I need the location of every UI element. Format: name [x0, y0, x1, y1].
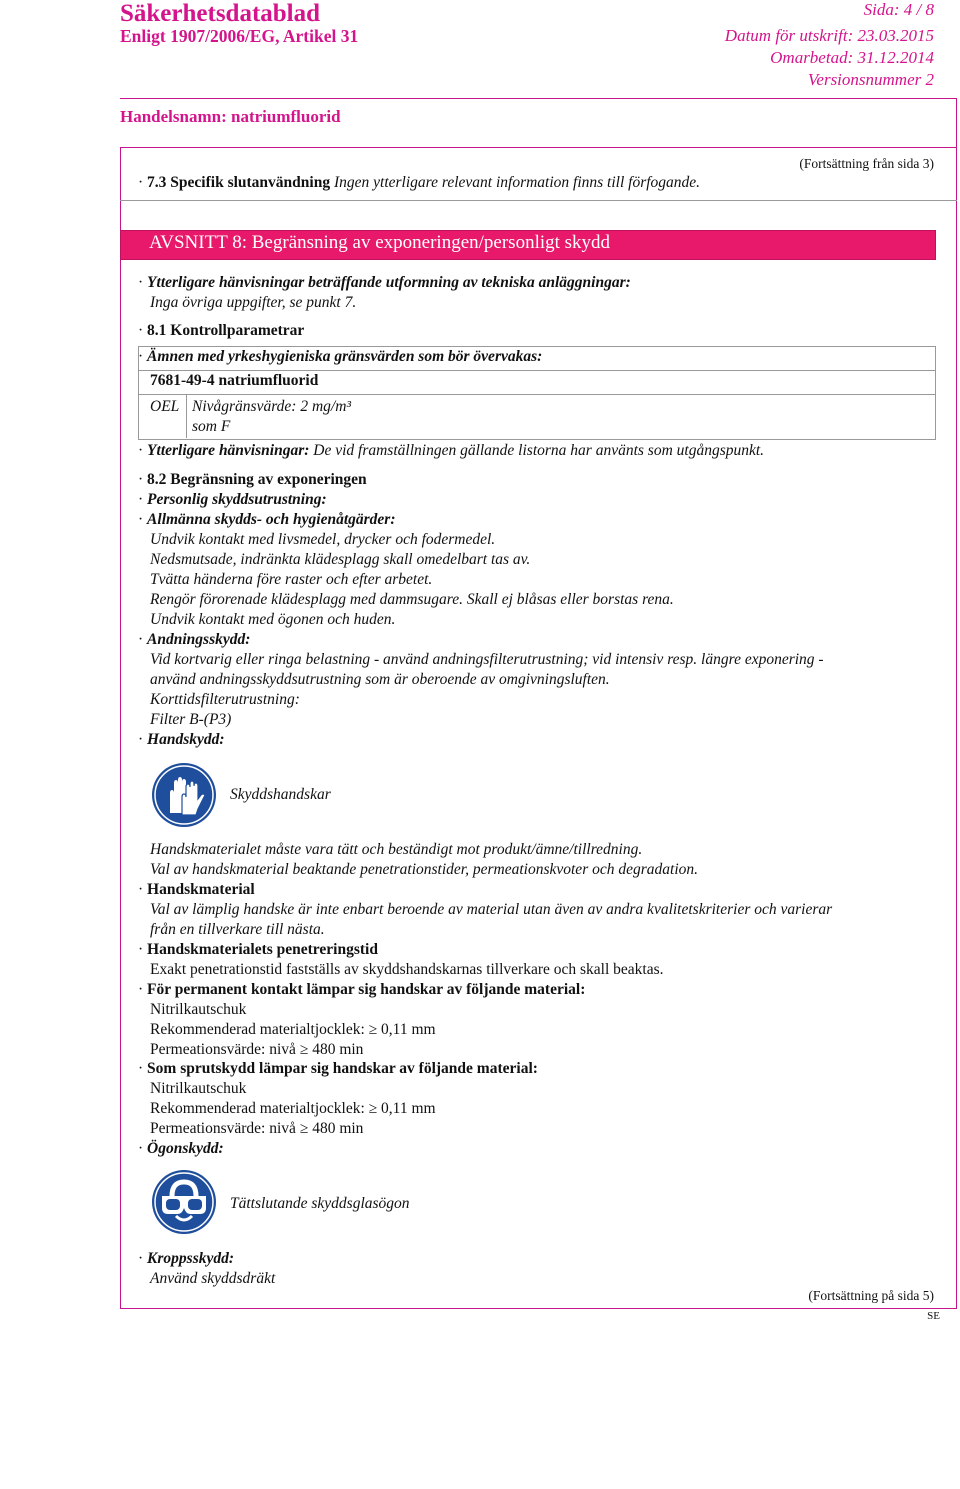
- thickness-value: 0,11 mm: [381, 1021, 436, 1038]
- glove-material-heading: · Handskmaterial: [138, 881, 255, 898]
- frame-top-border: [120, 147, 957, 148]
- splash-thickness: [150, 1100, 436, 1118]
- penetration-heading: · Handskmaterialets penetreringstid: [138, 941, 378, 958]
- page-number: Sida: 4 / 8: [863, 0, 934, 19]
- limits-divider: [138, 370, 935, 371]
- permanent-permeation: [150, 1041, 363, 1059]
- print-date: Datum för utskrift: 23.03.2015: [724, 26, 934, 45]
- hygiene-line: Undvik kontakt med livsmedel, drycker och fodermedel.: [150, 531, 496, 548]
- permeation-label: Permeationsvärde: nivå: [150, 1041, 296, 1058]
- goggles-icon: [152, 1170, 216, 1234]
- version-number: Versionsnummer 2: [807, 70, 934, 89]
- header-divider: [120, 98, 957, 99]
- permeation-label: Permeationsvärde: nivå: [150, 1120, 296, 1137]
- section-8-1-label: 8.1 Kontrollparametrar: [147, 322, 305, 339]
- substance-divider: [138, 394, 935, 395]
- glove-material-heading-text: Handskmaterial: [147, 881, 255, 898]
- hygiene-heading-text: Allmänna skydds- och hygienåtgärder:: [147, 511, 396, 528]
- body-heading-text: Kroppsskydd:: [147, 1250, 235, 1267]
- eye-protection-heading: · Ögonskydd:: [138, 1140, 224, 1157]
- penetration-heading-text: Handskmaterialets penetreringstid: [147, 941, 378, 958]
- short-filter-label: Korttidsfilterutrustning:: [150, 691, 300, 708]
- short-filter-value: Filter B-(P3): [150, 711, 232, 728]
- goggles-icon-graphic: [152, 1170, 216, 1234]
- permanent-contact-heading: · För permanent kontakt lämpar sig handskar av följande material:: [138, 981, 586, 998]
- section-divider: [120, 200, 957, 201]
- oel-note: som F: [192, 418, 231, 435]
- hand-line: Val av handskmaterial beaktande penetrationstider, permeationskvoter och degradation.: [150, 861, 699, 878]
- section-7-3-label: 7.3 Specifik slutanvändning: [147, 174, 331, 191]
- respiratory-line: använd andningsskyddsutrustning som är oberoende av omgivningsluften.: [150, 671, 610, 688]
- penetration-text: Exakt penetrationstid fastställs av skyddshandskarnas tillverkare och skall beaktas.: [150, 961, 664, 978]
- ppe-heading: · Personlig skyddsutrustning:: [138, 491, 327, 508]
- tech-heading-text: Ytterligare hänvisningar beträffande utformning av tekniska anläggningar:: [147, 274, 631, 291]
- further-references: · Ytterligare hänvisningar: De vid framställningen gällande listorna har använts som utgångspunkt.: [138, 442, 765, 459]
- section-8-1: · 8.1 Kontrollparametrar: [138, 322, 305, 339]
- thickness-label: Rekommenderad materialtjocklek:: [150, 1100, 365, 1117]
- thickness-value: 0,11 mm: [381, 1100, 436, 1117]
- continued-to: (Fortsättning på sida 5): [808, 1288, 934, 1303]
- limits-heading: · Ämnen med yrkeshygieniska gränsvärden som bör övervakas:: [138, 348, 543, 365]
- respiratory-line: Vid kortvarig eller ringa belastning - använd andningsfilterutrustning; vid intensiv resp. längre exponering -: [150, 651, 824, 668]
- glove-material-line: Val av lämplig handske är inte enbart beroende av material utan även av andra kvalitetskriterier och varierar: [150, 901, 833, 918]
- language-code: SE: [927, 1310, 940, 1322]
- oel-divider: [186, 394, 187, 438]
- splash-heading-text: Som sprutskydd lämpar sig handskar av följande material:: [147, 1060, 538, 1077]
- limits-heading-text: Ämnen med yrkeshygieniska gränsvärden som bör övervakas:: [147, 348, 543, 365]
- thickness-label: Rekommenderad materialtjocklek:: [150, 1021, 365, 1038]
- goggles-label: Tättslutande skyddsglasögon: [230, 1195, 410, 1212]
- geq-symbol: ≥: [299, 1041, 309, 1058]
- gloves-icon: [152, 763, 216, 827]
- splash-permeation: [150, 1120, 363, 1138]
- hygiene-line: Rengör förorenade klädesplagg med dammsugare. Skall ej blåsas eller borstas rena.: [150, 591, 674, 608]
- document-title: Säkerhetsdatablad: [120, 0, 321, 27]
- geq-symbol: ≥: [299, 1120, 309, 1137]
- gloves-label: Skyddshandskar: [230, 786, 331, 803]
- hygiene-line: Nedsmutsade, indränkta klädesplagg skall omedelbart tas av.: [150, 551, 531, 568]
- section-8-title: AVSNITT 8: Begränsning av exponeringen/personligt skydd: [149, 232, 611, 253]
- section-7-3: · 7.3 Specifik slutanvändning Ingen ytterligare relevant information finns till förfogande.: [138, 174, 701, 191]
- trade-name: Handelsnamn: natriumfluorid: [120, 107, 341, 126]
- hand-protection-heading: · Handskydd:: [138, 731, 225, 748]
- permanent-contact-heading-text: För permanent kontakt lämpar sig handskar av följande material:: [147, 981, 586, 998]
- substance-name: 7681-49-4 natriumfluorid: [150, 372, 319, 389]
- frame-right-border: [956, 98, 957, 1308]
- hygiene-line: Undvik kontakt med ögonen och huden.: [150, 611, 396, 628]
- revised-date: Omarbetad: 31.12.2014: [770, 48, 934, 67]
- permeation-value: 480 min: [312, 1041, 364, 1058]
- permeation-value: 480 min: [312, 1120, 364, 1137]
- tech-facilities-text: Inga övriga uppgifter, se punkt 7.: [150, 294, 357, 311]
- hygiene-line: Tvätta händerna före raster och efter arbetet.: [150, 571, 433, 588]
- further-references-text: De vid framställningen gällande listorna har använts som utgångspunkt.: [313, 442, 765, 459]
- tech-facilities-heading: · Ytterligare hänvisningar beträffande utformning av tekniska anläggningar:: [138, 274, 631, 291]
- glove-material-line: från en tillverkare till nästa.: [150, 921, 325, 938]
- oel-value: Nivågränsvärde: 2 mg/m³: [192, 398, 352, 415]
- section-7-3-text: Ingen ytterligare relevant information finns till förfogande.: [333, 174, 701, 191]
- document-subtitle: Enligt 1907/2006/EG, Artikel 31: [120, 26, 359, 46]
- body-protection-heading: · Kroppsskydd:: [138, 1250, 235, 1267]
- permanent-thickness: [150, 1021, 436, 1039]
- permanent-material: Nitrilkautschuk: [150, 1001, 247, 1018]
- further-references-label: Ytterligare hänvisningar:: [147, 442, 310, 459]
- section-8-2-label: 8.2 Begränsning av exponeringen: [147, 471, 367, 488]
- hand-heading-text: Handskydd:: [147, 731, 225, 748]
- hand-line: Handskmaterialet måste vara tätt och beständigt mot produkt/ämne/tillredning.: [150, 841, 643, 858]
- geq-symbol: ≥: [368, 1100, 378, 1117]
- section-8-2: · 8.2 Begränsning av exponeringen: [138, 471, 367, 488]
- section-8-banner: [120, 230, 936, 260]
- respiratory-heading: · Andningsskydd:: [138, 631, 251, 648]
- eye-heading-text: Ögonskydd:: [147, 1140, 224, 1157]
- ppe-heading-text: Personlig skyddsutrustning:: [147, 491, 327, 508]
- respiratory-heading-text: Andningsskydd:: [147, 631, 251, 648]
- continued-from: (Fortsättning från sida 3): [799, 156, 934, 171]
- hygiene-heading: · Allmänna skydds- och hygienåtgärder:: [138, 511, 396, 528]
- splash-material: Nitrilkautschuk: [150, 1080, 247, 1097]
- gloves-icon-graphic: [152, 763, 216, 827]
- body-protection-text: Använd skyddsdräkt: [150, 1270, 276, 1287]
- frame-bottom-border: [120, 1308, 957, 1309]
- oel-label: OEL: [150, 398, 180, 415]
- splash-heading: · Som sprutskydd lämpar sig handskar av följande material:: [138, 1060, 538, 1077]
- frame-left-border: [120, 147, 121, 1309]
- geq-symbol: ≥: [368, 1021, 378, 1038]
